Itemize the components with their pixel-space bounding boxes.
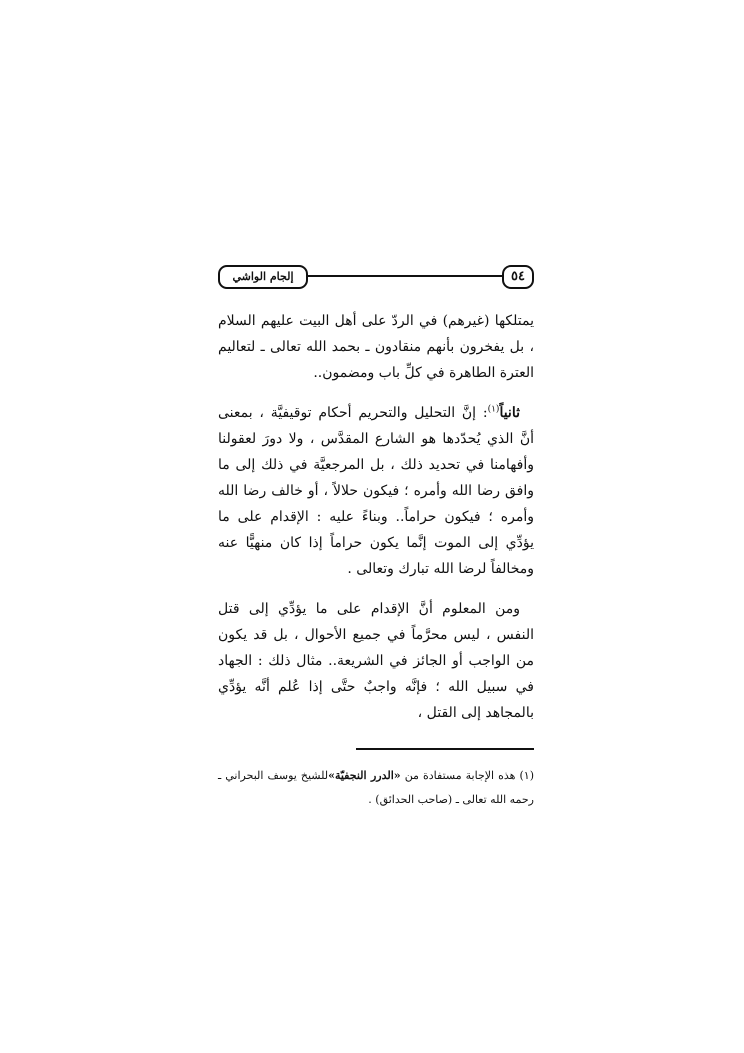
paragraph-2 [218, 400, 534, 582]
paragraph-2-lead: ثانياً [499, 405, 520, 421]
page-header [218, 262, 534, 290]
paragraph-3: ومن المعلوم أنَّ الإقدام على ما يؤدِّي إلى قتل النفس ، ليس محرَّماً في جميع الأحوال ، بل قد يكون من الواجب أو الجائز في الشريعة.. مثال ذلك : الجهاد في سبيل الله ؛ فإنَّه واجبٌ حتَّى إذا عُلم أنَّه يؤدِّي بالمجاهد إلى القتل ، [218, 601, 534, 721]
body-text [218, 308, 534, 726]
paragraph-2-text: : إنَّ التحليل والتحريم أحكام توقيفيَّة ، بمعنى أنَّ الذي يُحدّدها هو الشارع المقدَّس ، ولا دورَ لعقولنا وأفهامنا في تحديد ذلك ، بل المرجعيَّة في ذلك إلى ما وافق رضا الله وأمره ؛ فيكون حلالاً ، أو خالف رضا الله وأمره ؛ فيكون حراماً.. وبناءً عليه : الإقدام على ما يؤدِّي إلى الموت إنَّما يكون حراماً إذا كان منهيًّا عنه ومخالفاً لرضا الله تبارك وتعالى . [218, 405, 534, 577]
footnote-divider [356, 748, 534, 750]
book-page [218, 262, 534, 812]
running-title: إلجام الواشي [218, 265, 308, 289]
footnote-text-before: هذه الإجابة مستفادة من [404, 769, 516, 782]
page-number: ٥٤ [502, 265, 534, 289]
paragraph-1: يمتلكها (غيرهم) في الردّ على أهل البيت عليهم السلام ، بل يفخرون بأنهم منقادون ـ بحمد الله تعالى ـ لتعاليم العترة الطاهرة في كلِّ باب ومضمون.. [218, 313, 534, 381]
footnote-text-after: للشيخ يوسف البحراني ـ رحمه الله تعالى ـ (صاحب الحدائق) . [218, 769, 534, 806]
footnote [218, 764, 534, 812]
footnote-number: (١) [519, 769, 535, 782]
footnote-book-title: «الدرر النجفيّة» [328, 769, 401, 782]
footnote-reference[interactable]: (١) [487, 404, 500, 415]
